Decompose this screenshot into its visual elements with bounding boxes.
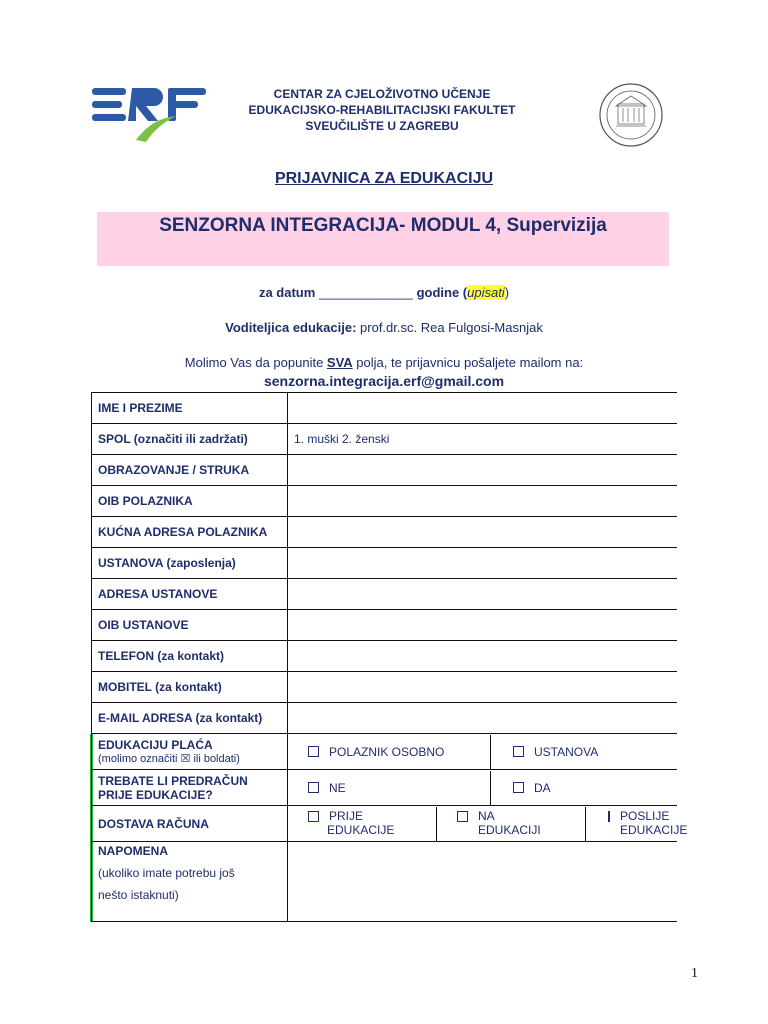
- date-line: [0, 285, 768, 300]
- institution-header: [200, 86, 564, 134]
- label-placa: [92, 734, 288, 770]
- contact-email[interactable]: senzorna.integracija.erf@gmail.com: [263, 373, 505, 389]
- instruction-line: [0, 355, 768, 370]
- dostava-options: [288, 806, 688, 842]
- input-adresa-ustanove[interactable]: [288, 579, 677, 610]
- date-blank-field[interactable]: _____________: [318, 285, 413, 300]
- label-oib-ustanove: OIB USTANOVE: [92, 610, 288, 641]
- input-mobitel[interactable]: [288, 672, 677, 703]
- table-row: [92, 548, 677, 579]
- table-row: [92, 672, 677, 703]
- table-row: [92, 424, 677, 455]
- checkbox-icon[interactable]: [608, 811, 610, 822]
- napomena-title: NAPOMENA: [98, 844, 169, 858]
- table-row: [92, 641, 677, 672]
- checkbox-icon[interactable]: [513, 782, 524, 793]
- label-obrazovanje: OBRAZOVANJE / STRUKA: [92, 455, 288, 486]
- header-line-3: SVEUČILIŠTE U ZAGREBU: [305, 119, 459, 133]
- label-oib: OIB POLAZNIKA: [92, 486, 288, 517]
- label-napomena: [92, 842, 288, 922]
- label-ime: IME I PREZIME: [92, 393, 288, 424]
- option-prije-label-2: EDUKACIJE: [327, 822, 395, 837]
- table-row: [92, 806, 677, 842]
- table-row: [92, 517, 677, 548]
- option-ne-label: NE: [329, 780, 346, 795]
- input-ime[interactable]: [288, 393, 677, 424]
- input-adresa[interactable]: [288, 517, 677, 548]
- table-row: [92, 579, 677, 610]
- checkbox-icon[interactable]: [513, 746, 524, 757]
- input-email[interactable]: [288, 703, 677, 734]
- table-row: [92, 770, 677, 806]
- label-predracun: TREBATE LI PREDRAČUN PRIJE EDUKACIJE?: [92, 770, 288, 806]
- instruction-emphasis: SVA: [326, 355, 353, 370]
- option-poslije[interactable]: [586, 807, 688, 841]
- option-da[interactable]: [491, 771, 677, 805]
- label-dostava: DOSTAVA RAČUNA: [92, 806, 288, 842]
- course-title: SENZORNA INTEGRACIJA- MODUL 4, Supervizija: [159, 215, 607, 236]
- table-row: [92, 486, 677, 517]
- label-mobitel: MOBITEL (za kontakt): [92, 672, 288, 703]
- option-ustanova[interactable]: [491, 735, 677, 769]
- page-number: 1: [691, 966, 698, 981]
- table-row: [92, 455, 677, 486]
- option-poslije-label-1: POSLIJE: [620, 808, 670, 823]
- checkbox-icon[interactable]: [457, 811, 468, 822]
- header-line-1: CENTAR ZA CJELOŽIVOTNO UČENJE: [273, 87, 491, 101]
- input-spol[interactable]: [288, 424, 677, 455]
- table-row: [92, 734, 677, 770]
- instruction-after: polja, te prijavnicu pošaljete mailom na:: [352, 355, 584, 370]
- date-suffix: ): [504, 285, 510, 300]
- checkbox-icon[interactable]: [308, 782, 319, 793]
- leader-line: [0, 320, 768, 335]
- checkbox-icon[interactable]: [308, 746, 319, 757]
- option-polaznik-label: POLAZNIK OSOBNO: [329, 744, 445, 759]
- table-row: [92, 393, 677, 424]
- option-da-label: DA: [534, 780, 551, 795]
- date-hint-highlight: upisati: [467, 285, 505, 300]
- label-telefon: TELEFON (za kontakt): [92, 641, 288, 672]
- napomena-subtitle-2: nešto istaknuti): [98, 888, 179, 902]
- table-row: [92, 610, 677, 641]
- input-obrazovanje[interactable]: [288, 455, 677, 486]
- application-form-table: [91, 392, 688, 922]
- input-oib[interactable]: [288, 486, 677, 517]
- option-polaznik[interactable]: [288, 735, 491, 769]
- label-spol: SPOL (označiti ili zadržati): [92, 424, 288, 455]
- predracun-options: [288, 770, 677, 806]
- option-na-label-2: EDUKACIJI: [478, 822, 541, 837]
- option-prije[interactable]: [288, 807, 437, 841]
- course-banner: [97, 212, 669, 266]
- label-ustanova: USTANOVA (zaposlenja): [92, 548, 288, 579]
- table-row: [92, 842, 677, 922]
- input-ustanova[interactable]: [288, 548, 677, 579]
- form-title: PRIJAVNICA ZA EDUKACIJU: [274, 170, 494, 187]
- instruction-before: Molimo Vas da popunite: [184, 355, 327, 370]
- input-napomena[interactable]: [288, 842, 677, 922]
- option-na[interactable]: [437, 807, 586, 841]
- leader-label: Voditeljica edukacije:: [225, 320, 357, 335]
- option-ustanova-label: USTANOVA: [534, 744, 599, 759]
- input-telefon[interactable]: [288, 641, 677, 672]
- leader-value: prof.dr.sc. Rea Fulgosi-Masnjak: [356, 320, 543, 335]
- option-na-label-1: NA: [478, 808, 495, 823]
- option-prije-label-1: PRIJE: [329, 808, 364, 823]
- napomena-subtitle-1: (ukoliko imate potrebu još: [98, 866, 235, 880]
- date-prefix: za datum: [258, 285, 316, 300]
- option-poslije-label-2: EDUKACIJE: [620, 822, 688, 837]
- header-line-2: EDUKACIJSKO-REHABILITACIJSKI FAKULTET: [248, 103, 516, 117]
- spol-options: 1. muški 2. ženski: [294, 432, 390, 446]
- label-email: E-MAIL ADRESA (za kontakt): [92, 703, 288, 734]
- input-oib-ustanove[interactable]: [288, 610, 677, 641]
- table-row: [92, 703, 677, 734]
- date-middle: godine (: [416, 285, 468, 300]
- university-seal-icon: [598, 82, 664, 148]
- placa-options: [288, 734, 677, 770]
- checkbox-icon[interactable]: [308, 811, 319, 822]
- label-adresa-ustanove: ADRESA USTANOVE: [92, 579, 288, 610]
- erf-logo: [92, 84, 210, 144]
- placa-title: EDUKACIJU PLAĆA: [98, 738, 213, 752]
- option-ne[interactable]: [288, 771, 491, 805]
- placa-subtitle: (molimo označiti ☒ ili boldati): [98, 753, 240, 765]
- label-adresa: KUĆNA ADRESA POLAZNIKA: [92, 517, 288, 548]
